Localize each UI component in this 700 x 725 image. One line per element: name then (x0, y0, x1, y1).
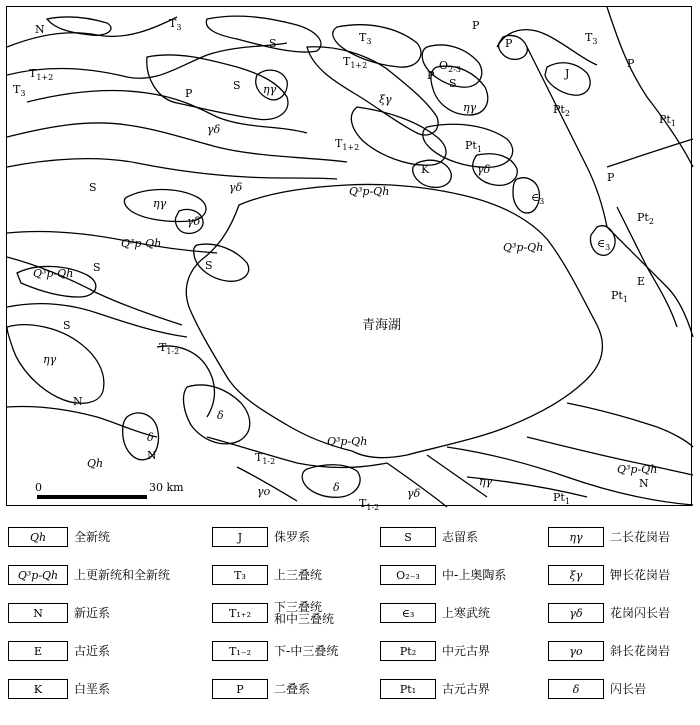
map-label-t12b-3: $T_{1-2}$ (359, 497, 380, 512)
geologic-boundaries (7, 7, 693, 507)
legend-label: 二叠系 (274, 682, 311, 696)
legend-item (548, 601, 670, 625)
map-label-t3-4: $T_3$ (13, 83, 26, 98)
legend-label: 古近系 (74, 644, 111, 658)
legend-label: 钾长花岗岩 (610, 568, 671, 582)
legend-symbol: ∈₃ (380, 603, 436, 623)
legend-label: 志留系 (442, 530, 479, 544)
legend-symbol: E (8, 641, 68, 661)
legend-symbol: S (380, 527, 436, 547)
legend-label: 中元古界 (442, 644, 491, 658)
legend-label: 全新统 (74, 530, 111, 544)
map-label-pt1-4: $Pt_1$ (553, 491, 570, 506)
legend-item (212, 563, 322, 587)
map-canvas (7, 7, 693, 512)
legend-symbol: O₂₋₃ (380, 565, 436, 585)
legend-item (212, 601, 334, 625)
legend-item (8, 677, 110, 701)
legend-item (380, 563, 506, 587)
legend-item (212, 525, 310, 549)
map-label-p-2: P (505, 37, 513, 50)
legend-label: 花岗闪长岩 (610, 606, 671, 620)
map-label-pt1-1: $Pt_1$ (659, 113, 676, 128)
scale-zero: 0 (35, 481, 42, 494)
map-label-t12b-1: $T_{1-2}$ (159, 341, 180, 356)
legend-symbol: ξγ (548, 565, 604, 585)
legend-symbol: Qh (8, 527, 68, 547)
legend-symbol: Pt₁ (380, 679, 436, 699)
legend-label: 新近系 (74, 606, 111, 620)
map-label-s-1: S (269, 37, 277, 50)
map-label-xi-1: ξγ (379, 93, 392, 106)
map-labels (13, 17, 676, 512)
map-label-qpqh-1: Q³p-Qh (349, 185, 390, 198)
legend-symbol: T₁₊₂ (212, 603, 268, 623)
legend-label: 斜长花岗岩 (610, 644, 671, 658)
map-label-t12b-2: $T_{1-2}$ (255, 451, 276, 466)
map-label-t3-3: $T_3$ (585, 31, 598, 46)
map-label-s-7: S (63, 319, 71, 332)
map-label-pt1-2: $Pt_1$ (465, 139, 482, 154)
legend-item (212, 677, 310, 701)
map-label-t12-1: $T_{1+2}$ (29, 67, 54, 82)
map-label-s-4: S (89, 181, 97, 194)
legend-item (548, 563, 670, 587)
legend-label: 白垩系 (74, 682, 111, 696)
map-label-p-6: P (607, 171, 615, 184)
map-label-pt2-2: $Pt_2$ (637, 211, 654, 226)
legend-item (212, 639, 338, 663)
map-label-n-3: N (147, 449, 157, 462)
legend-symbol: T₃ (212, 565, 268, 585)
legend-item (8, 639, 110, 663)
map-label-pt1-3: $Pt_1$ (611, 289, 628, 304)
legend-label: 下-中三叠统 (274, 644, 339, 658)
map-label-eta-1: ηγ (263, 83, 277, 96)
map-label-delta-2: δ (147, 431, 154, 444)
map-label-s-6: S (93, 261, 101, 274)
legend-label: 上更新统和全新统 (74, 568, 171, 582)
map-label-eta-4: ηγ (43, 353, 57, 366)
map-label-gd-4: γδ (187, 215, 201, 228)
map-label-j-1: J (565, 67, 570, 80)
map-label-eta-3: ηγ (153, 197, 167, 210)
lake-label: 青海湖 (362, 318, 402, 333)
map-label-go-1: γο (257, 485, 271, 498)
legend-label: 二长花岗岩 (610, 530, 671, 544)
legend-symbol: γο (548, 641, 604, 661)
legend-item (8, 525, 110, 549)
scale-end: 30 km (149, 481, 184, 494)
map-label-eta-5: ηγ (479, 475, 493, 488)
legend-item (548, 677, 646, 701)
legend-item (8, 601, 110, 625)
map-label-eta-2: ηγ (463, 101, 477, 114)
legend-label: 上寒武统 (442, 606, 491, 620)
map-label-p-3: P (627, 57, 635, 70)
map-label-e-1: E (637, 275, 646, 288)
geologic-map (6, 6, 692, 512)
map-label-qpqh-6: Q³p-Qh (617, 463, 658, 476)
map-label-p-4: P (427, 69, 435, 82)
map-label-s-2: S (233, 79, 241, 92)
map-label-n-2: N (73, 395, 83, 408)
legend-symbol: T₁₋₂ (212, 641, 268, 661)
legend-label: 古元古界 (442, 682, 491, 696)
map-label-t12-3: $T_{1+2}$ (335, 137, 360, 152)
map-label-qpqh-3: Q³p-Qh (503, 241, 544, 254)
scale-bar (35, 481, 184, 499)
legend-item (548, 525, 670, 549)
map-label-gd-1: γδ (207, 123, 221, 136)
map-label-qpqh-5: Q³p-Qh (327, 435, 368, 448)
legend-label: 上三叠统 (274, 568, 323, 582)
map-label-gd-2: γδ (477, 163, 491, 176)
map-label-qpqh-4: Q³p-Qh (33, 267, 74, 280)
map-label-qh-1: Qh (87, 457, 104, 470)
map-label-t3-2: $T_3$ (359, 31, 372, 46)
legend-symbol: P (212, 679, 268, 699)
legend-item (548, 639, 670, 663)
legend-label: 中-上奥陶系 (442, 568, 507, 582)
legend-item (8, 563, 170, 587)
map-label-s-3: S (449, 77, 457, 90)
map-label-eps-2: $\in_3$ (597, 237, 611, 252)
map-label-qpqh-2: Q³p-Qh (121, 237, 162, 250)
map-legend (0, 525, 700, 725)
map-label-t3-1: $T_3$ (169, 17, 182, 32)
map-label-n-1: N (35, 23, 45, 36)
legend-symbol: J (212, 527, 268, 547)
map-label-t12-2: $T_{1+2}$ (343, 55, 368, 70)
map-label-gd-5: γδ (407, 487, 421, 500)
map-label-p-5: P (185, 87, 193, 100)
legend-label: 下三叠统 和中三叠统 (274, 600, 335, 626)
legend-item (380, 639, 490, 663)
map-label-o23: $O_{2-3}$ (439, 59, 461, 74)
map-label-k-1: K (421, 163, 430, 176)
legend-symbol: K (8, 679, 68, 699)
map-label-s-5: S (205, 259, 213, 272)
legend-item (380, 601, 490, 625)
legend-symbol: N (8, 603, 68, 623)
map-label-n-4: N (639, 477, 649, 490)
map-label-eps-1: $\in_3$ (531, 191, 545, 206)
legend-label: 闪长岩 (610, 682, 647, 696)
map-label-delta-1: δ (217, 409, 224, 422)
map-label-gd-3: γδ (229, 181, 243, 194)
legend-symbol: ηγ (548, 527, 604, 547)
legend-symbol: δ (548, 679, 604, 699)
legend-item (380, 677, 490, 701)
map-label-delta-3: δ (333, 481, 340, 494)
legend-symbol: Q³p-Qh (8, 565, 68, 585)
map-label-pt2-1: $Pt_2$ (553, 103, 570, 118)
legend-label: 侏罗系 (274, 530, 311, 544)
legend-symbol: γδ (548, 603, 604, 623)
legend-item (380, 525, 478, 549)
legend-symbol: Pt₂ (380, 641, 436, 661)
map-label-p-1: P (472, 19, 480, 32)
